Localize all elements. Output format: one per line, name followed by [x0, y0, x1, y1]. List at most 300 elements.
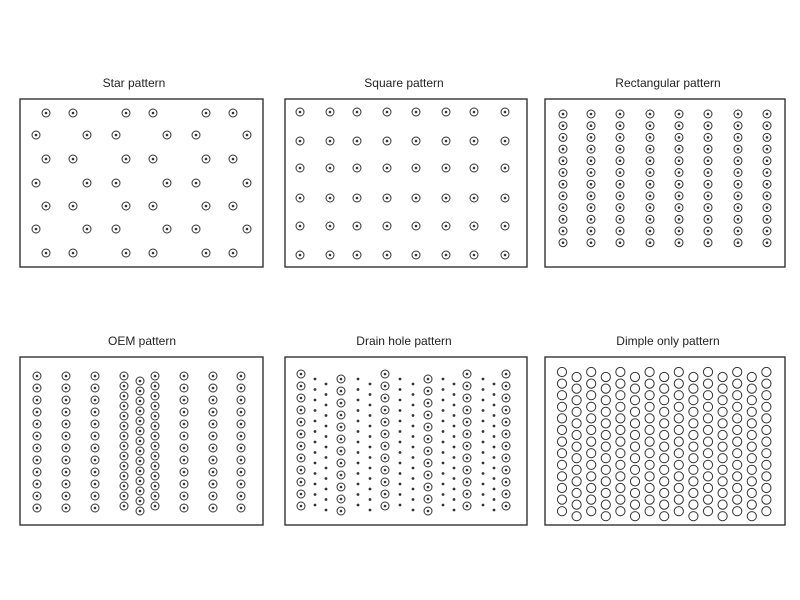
dimple-mark: [572, 372, 581, 381]
hole-mark: [91, 372, 99, 380]
hole-mark: [136, 387, 144, 395]
dimple-mark: [630, 407, 639, 416]
hole-mark: [33, 408, 41, 416]
hole-mark: [383, 222, 391, 230]
hole-mark: [763, 122, 771, 130]
hole-mark: [151, 472, 159, 480]
dimple-mark: [718, 384, 727, 393]
hole-mark: [163, 131, 171, 139]
dimple-mark: [645, 402, 654, 411]
hole-mark: [704, 122, 712, 130]
dimple-mark: [733, 391, 742, 400]
drain-hole-dot: [453, 446, 456, 449]
hole-mark: [734, 204, 742, 212]
dimple-mark: [718, 442, 727, 451]
hole-mark: [463, 382, 471, 390]
drain-hole-dot: [369, 435, 372, 438]
drain-hole-dot: [493, 456, 496, 459]
dimple-mark: [718, 407, 727, 416]
hole-mark: [136, 507, 144, 515]
hole-mark: [91, 504, 99, 512]
dimple-mark: [587, 460, 596, 469]
dimple-mark: [557, 495, 566, 504]
hole-mark: [337, 435, 345, 443]
hole-mark: [424, 471, 432, 479]
dimple-mark: [674, 449, 683, 458]
dimple-mark: [703, 402, 712, 411]
hole-mark: [180, 408, 188, 416]
dimple-mark: [587, 367, 596, 376]
hole-mark: [675, 133, 683, 141]
hole-mark: [237, 420, 245, 428]
hole-mark: [502, 478, 510, 486]
hole-mark: [91, 384, 99, 392]
hole-mark: [209, 456, 217, 464]
hole-mark: [616, 133, 624, 141]
dimple-mark: [587, 483, 596, 492]
hole-mark: [463, 442, 471, 450]
hole-mark: [122, 109, 130, 117]
hole-mark: [381, 370, 389, 378]
hole-mark: [237, 468, 245, 476]
dimple-mark: [718, 488, 727, 497]
hole-mark: [62, 396, 70, 404]
dimple-mark: [601, 396, 610, 405]
hole-mark: [381, 406, 389, 414]
dimple-mark: [660, 407, 669, 416]
drain-hole-dot: [314, 451, 317, 454]
hole-mark: [180, 480, 188, 488]
panel-frame: [285, 99, 527, 267]
drain-hole-dot: [442, 451, 445, 454]
hole-mark: [180, 492, 188, 500]
dimple-mark: [660, 419, 669, 428]
drain-hole-dot: [314, 441, 317, 444]
drain-hole-dot: [482, 409, 485, 412]
hole-mark: [353, 108, 361, 116]
hole-mark: [734, 227, 742, 235]
hole-mark: [136, 477, 144, 485]
drain-hole-dot: [357, 493, 360, 496]
dimple-mark: [645, 425, 654, 434]
drain-hole-dot: [399, 472, 402, 475]
hole-mark: [424, 387, 432, 395]
drain-hole-dot: [442, 472, 445, 475]
hole-mark: [136, 467, 144, 475]
hole-mark: [136, 417, 144, 425]
dimple-mark: [674, 437, 683, 446]
hole-mark: [616, 215, 624, 223]
hole-mark: [237, 492, 245, 500]
drain-hole-dot: [453, 509, 456, 512]
drain-hole-dot: [399, 462, 402, 465]
hole-mark: [297, 394, 305, 402]
dimple-mark: [733, 495, 742, 504]
title-star-pattern: Star pattern: [102, 76, 166, 90]
hole-mark: [202, 202, 210, 210]
hole-mark: [587, 122, 595, 130]
dimple-mark: [557, 379, 566, 388]
hole-mark: [442, 251, 450, 259]
hole-mark: [337, 411, 345, 419]
drain-hole-dot: [412, 456, 415, 459]
dimple-mark: [733, 449, 742, 458]
dimple-mark: [674, 414, 683, 423]
dimple-mark: [572, 488, 581, 497]
hole-mark: [502, 466, 510, 474]
dimple-mark: [660, 430, 669, 439]
dimple-mark: [601, 442, 610, 451]
drain-hole-dot: [493, 509, 496, 512]
drain-hole-dot: [493, 404, 496, 407]
hole-mark: [502, 382, 510, 390]
hole-mark: [704, 239, 712, 247]
dimple-mark: [733, 402, 742, 411]
hole-mark: [297, 490, 305, 498]
drain-hole-dot: [442, 483, 445, 486]
dimple-mark: [616, 449, 625, 458]
drain-hole-dot: [412, 488, 415, 491]
hole-mark: [120, 392, 128, 400]
dimple-mark: [674, 460, 683, 469]
hole-mark: [763, 145, 771, 153]
hole-mark: [120, 442, 128, 450]
hole-mark: [383, 137, 391, 145]
hole-mark: [501, 164, 509, 172]
hole-mark: [83, 179, 91, 187]
hole-mark: [33, 396, 41, 404]
hole-mark: [616, 169, 624, 177]
drain-hole-dot: [399, 441, 402, 444]
hole-mark: [180, 372, 188, 380]
dimple-mark: [601, 454, 610, 463]
hole-mark: [587, 157, 595, 165]
dimple-mark: [645, 507, 654, 516]
drain-hole-dot: [325, 393, 328, 396]
hole-mark: [83, 131, 91, 139]
drain-hole-dot: [493, 435, 496, 438]
hole-mark: [33, 372, 41, 380]
hole-mark: [120, 372, 128, 380]
panel-frame: [20, 99, 263, 267]
dimple-mark: [747, 442, 756, 451]
hole-mark: [502, 406, 510, 414]
dimple-mark: [601, 407, 610, 416]
hole-mark: [149, 109, 157, 117]
dimple-mark: [674, 425, 683, 434]
hole-mark: [243, 225, 251, 233]
dimple-mark: [645, 379, 654, 388]
hole-mark: [151, 402, 159, 410]
hole-mark: [62, 504, 70, 512]
dimple-mark: [762, 367, 771, 376]
hole-mark: [237, 456, 245, 464]
hole-mark: [704, 169, 712, 177]
drain-hole-dot: [399, 378, 402, 381]
dimple-mark: [703, 437, 712, 446]
dimple-mark: [689, 384, 698, 393]
drain-hole-dot: [314, 483, 317, 486]
dimple-mark: [645, 414, 654, 423]
hole-mark: [62, 468, 70, 476]
drain-hole-dot: [453, 467, 456, 470]
dimple-mark: [572, 396, 581, 405]
hole-mark: [120, 412, 128, 420]
hole-mark: [559, 145, 567, 153]
hole-mark: [442, 222, 450, 230]
hole-mark: [424, 399, 432, 407]
hole-mark: [237, 396, 245, 404]
hole-mark: [587, 239, 595, 247]
dimple-mark: [616, 402, 625, 411]
drain-hole-dot: [482, 493, 485, 496]
dimple-mark: [747, 384, 756, 393]
dimple-mark: [660, 477, 669, 486]
drain-hole-dot: [357, 388, 360, 391]
hole-mark: [470, 108, 478, 116]
title-oem-pattern: OEM pattern: [107, 334, 177, 348]
hole-mark: [502, 454, 510, 462]
dimple-mark: [557, 414, 566, 423]
drain-hole-dot: [369, 509, 372, 512]
hole-mark: [120, 472, 128, 480]
drain-hole-dot: [357, 378, 360, 381]
hole-mark: [209, 480, 217, 488]
dimple-mark: [660, 442, 669, 451]
drain-hole-dot: [325, 383, 328, 386]
drain-hole-dot: [357, 420, 360, 423]
hole-mark: [675, 122, 683, 130]
hole-mark: [69, 155, 77, 163]
hole-mark: [297, 454, 305, 462]
dimple-mark: [660, 465, 669, 474]
dimple-mark: [630, 396, 639, 405]
hole-mark: [229, 155, 237, 163]
hole-mark: [192, 131, 200, 139]
dimple-mark: [718, 512, 727, 521]
dimple-mark: [747, 488, 756, 497]
hole-mark: [120, 492, 128, 500]
hole-mark: [163, 225, 171, 233]
dimple-mark: [616, 425, 625, 434]
drain-hole-dot: [493, 477, 496, 480]
dimple-mark: [557, 507, 566, 516]
hole-mark: [616, 192, 624, 200]
dimple-mark: [703, 425, 712, 434]
rectangular-pattern-panel: [545, 99, 785, 267]
hole-mark: [381, 466, 389, 474]
hole-mark: [763, 110, 771, 118]
dimple-mark: [747, 407, 756, 416]
hole-mark: [675, 239, 683, 247]
dimple-mark: [747, 430, 756, 439]
hole-mark: [237, 432, 245, 440]
dimple-mark: [689, 488, 698, 497]
hole-mark: [501, 108, 509, 116]
hole-mark: [704, 110, 712, 118]
hole-mark: [297, 478, 305, 486]
hole-mark: [381, 454, 389, 462]
panel-frame: [285, 357, 527, 525]
hole-mark: [646, 192, 654, 200]
dimple-mark: [616, 391, 625, 400]
hole-mark: [763, 239, 771, 247]
hole-mark: [646, 204, 654, 212]
hole-mark: [463, 370, 471, 378]
hole-mark: [734, 157, 742, 165]
dimple-mark: [747, 419, 756, 428]
drain-hole-dot: [325, 435, 328, 438]
hole-mark: [587, 227, 595, 235]
hole-mark: [616, 122, 624, 130]
hole-mark: [91, 396, 99, 404]
dimple-mark: [703, 460, 712, 469]
dimple-mark: [674, 402, 683, 411]
dimple-mark: [674, 379, 683, 388]
drain-hole-dot: [325, 477, 328, 480]
drain-hole-dot: [412, 509, 415, 512]
dimple-mark: [747, 500, 756, 509]
dimple-mark: [557, 402, 566, 411]
dimple-mark: [557, 460, 566, 469]
hole-mark: [412, 251, 420, 259]
dimple-mark: [689, 454, 698, 463]
hole-mark: [202, 109, 210, 117]
dimple-mark: [572, 442, 581, 451]
dimple-mark: [645, 483, 654, 492]
hole-mark: [463, 502, 471, 510]
dimple-mark: [733, 507, 742, 516]
drain-hole-dot: [453, 383, 456, 386]
hole-mark: [675, 192, 683, 200]
dimple-mark: [674, 495, 683, 504]
hole-mark: [463, 418, 471, 426]
hole-mark: [337, 447, 345, 455]
drain-hole-dot: [325, 404, 328, 407]
hole-mark: [675, 169, 683, 177]
hole-mark: [616, 110, 624, 118]
dimple-mark: [762, 425, 771, 434]
hole-mark: [646, 157, 654, 165]
dimple-mark: [587, 449, 596, 458]
hole-mark: [42, 202, 50, 210]
hole-mark: [209, 372, 217, 380]
drain-hole-dot: [453, 498, 456, 501]
hole-mark: [62, 372, 70, 380]
dimple-mark: [762, 402, 771, 411]
drain-hole-dot: [493, 446, 496, 449]
drain-hole-dot: [482, 483, 485, 486]
hole-mark: [151, 482, 159, 490]
hole-mark: [192, 225, 200, 233]
dimple-mark: [689, 500, 698, 509]
hole-mark: [381, 394, 389, 402]
drain-hole-dot: [442, 441, 445, 444]
hole-mark: [62, 408, 70, 416]
dimple-mark: [645, 495, 654, 504]
drain-hole-dot: [325, 425, 328, 428]
drain-hole-dot: [399, 409, 402, 412]
dimple-mark: [630, 372, 639, 381]
dimple-mark: [572, 430, 581, 439]
drain-hole-dot: [493, 414, 496, 417]
dimple-mark: [689, 430, 698, 439]
hole-mark: [297, 466, 305, 474]
dimple-mark: [630, 454, 639, 463]
hole-mark: [122, 249, 130, 257]
hole-mark: [587, 192, 595, 200]
dimple-mark: [630, 477, 639, 486]
hole-mark: [502, 490, 510, 498]
hole-mark: [381, 502, 389, 510]
dimple-mark: [718, 372, 727, 381]
drain-hole-dot: [399, 388, 402, 391]
hole-mark: [120, 402, 128, 410]
drain-hole-dot: [453, 404, 456, 407]
hole-mark: [675, 157, 683, 165]
drain-hole-dot: [357, 504, 360, 507]
drain-hole-dot: [482, 504, 485, 507]
hole-mark: [91, 408, 99, 416]
dimple-mark: [601, 500, 610, 509]
hole-mark: [763, 215, 771, 223]
hole-mark: [559, 215, 567, 223]
hole-mark: [297, 418, 305, 426]
hole-mark: [62, 420, 70, 428]
dimple-mark: [616, 507, 625, 516]
hole-mark: [337, 507, 345, 515]
hole-mark: [120, 422, 128, 430]
dimple-mark: [557, 437, 566, 446]
dimple-mark: [703, 379, 712, 388]
hole-mark: [559, 227, 567, 235]
dimple-mark: [718, 477, 727, 486]
hole-mark: [704, 157, 712, 165]
drain-hole-dot: [482, 462, 485, 465]
hole-mark: [136, 437, 144, 445]
hole-mark: [470, 222, 478, 230]
dimple-mark: [747, 454, 756, 463]
hole-mark: [675, 110, 683, 118]
hole-mark: [62, 492, 70, 500]
dimple-mark: [747, 465, 756, 474]
hole-mark: [337, 471, 345, 479]
hole-mark: [424, 435, 432, 443]
hole-mark: [180, 384, 188, 392]
hole-mark: [202, 155, 210, 163]
drain-hole-dot: [325, 509, 328, 512]
hole-mark: [616, 180, 624, 188]
dimple-mark: [630, 384, 639, 393]
dimple-mark: [660, 372, 669, 381]
hole-mark: [424, 447, 432, 455]
drain-hole-dot: [369, 477, 372, 480]
hole-mark: [42, 155, 50, 163]
dimple-mark: [762, 483, 771, 492]
hole-mark: [326, 251, 334, 259]
hole-mark: [120, 502, 128, 510]
hole-mark: [381, 478, 389, 486]
hole-mark: [704, 145, 712, 153]
hole-mark: [209, 492, 217, 500]
title-rectangular-pattern: Rectangular pattern: [615, 76, 721, 90]
drain-hole-dot: [314, 504, 317, 507]
drain-hole-dot: [369, 456, 372, 459]
hole-mark: [33, 384, 41, 392]
hole-mark: [353, 251, 361, 259]
hole-mark: [763, 180, 771, 188]
hole-mark: [136, 377, 144, 385]
